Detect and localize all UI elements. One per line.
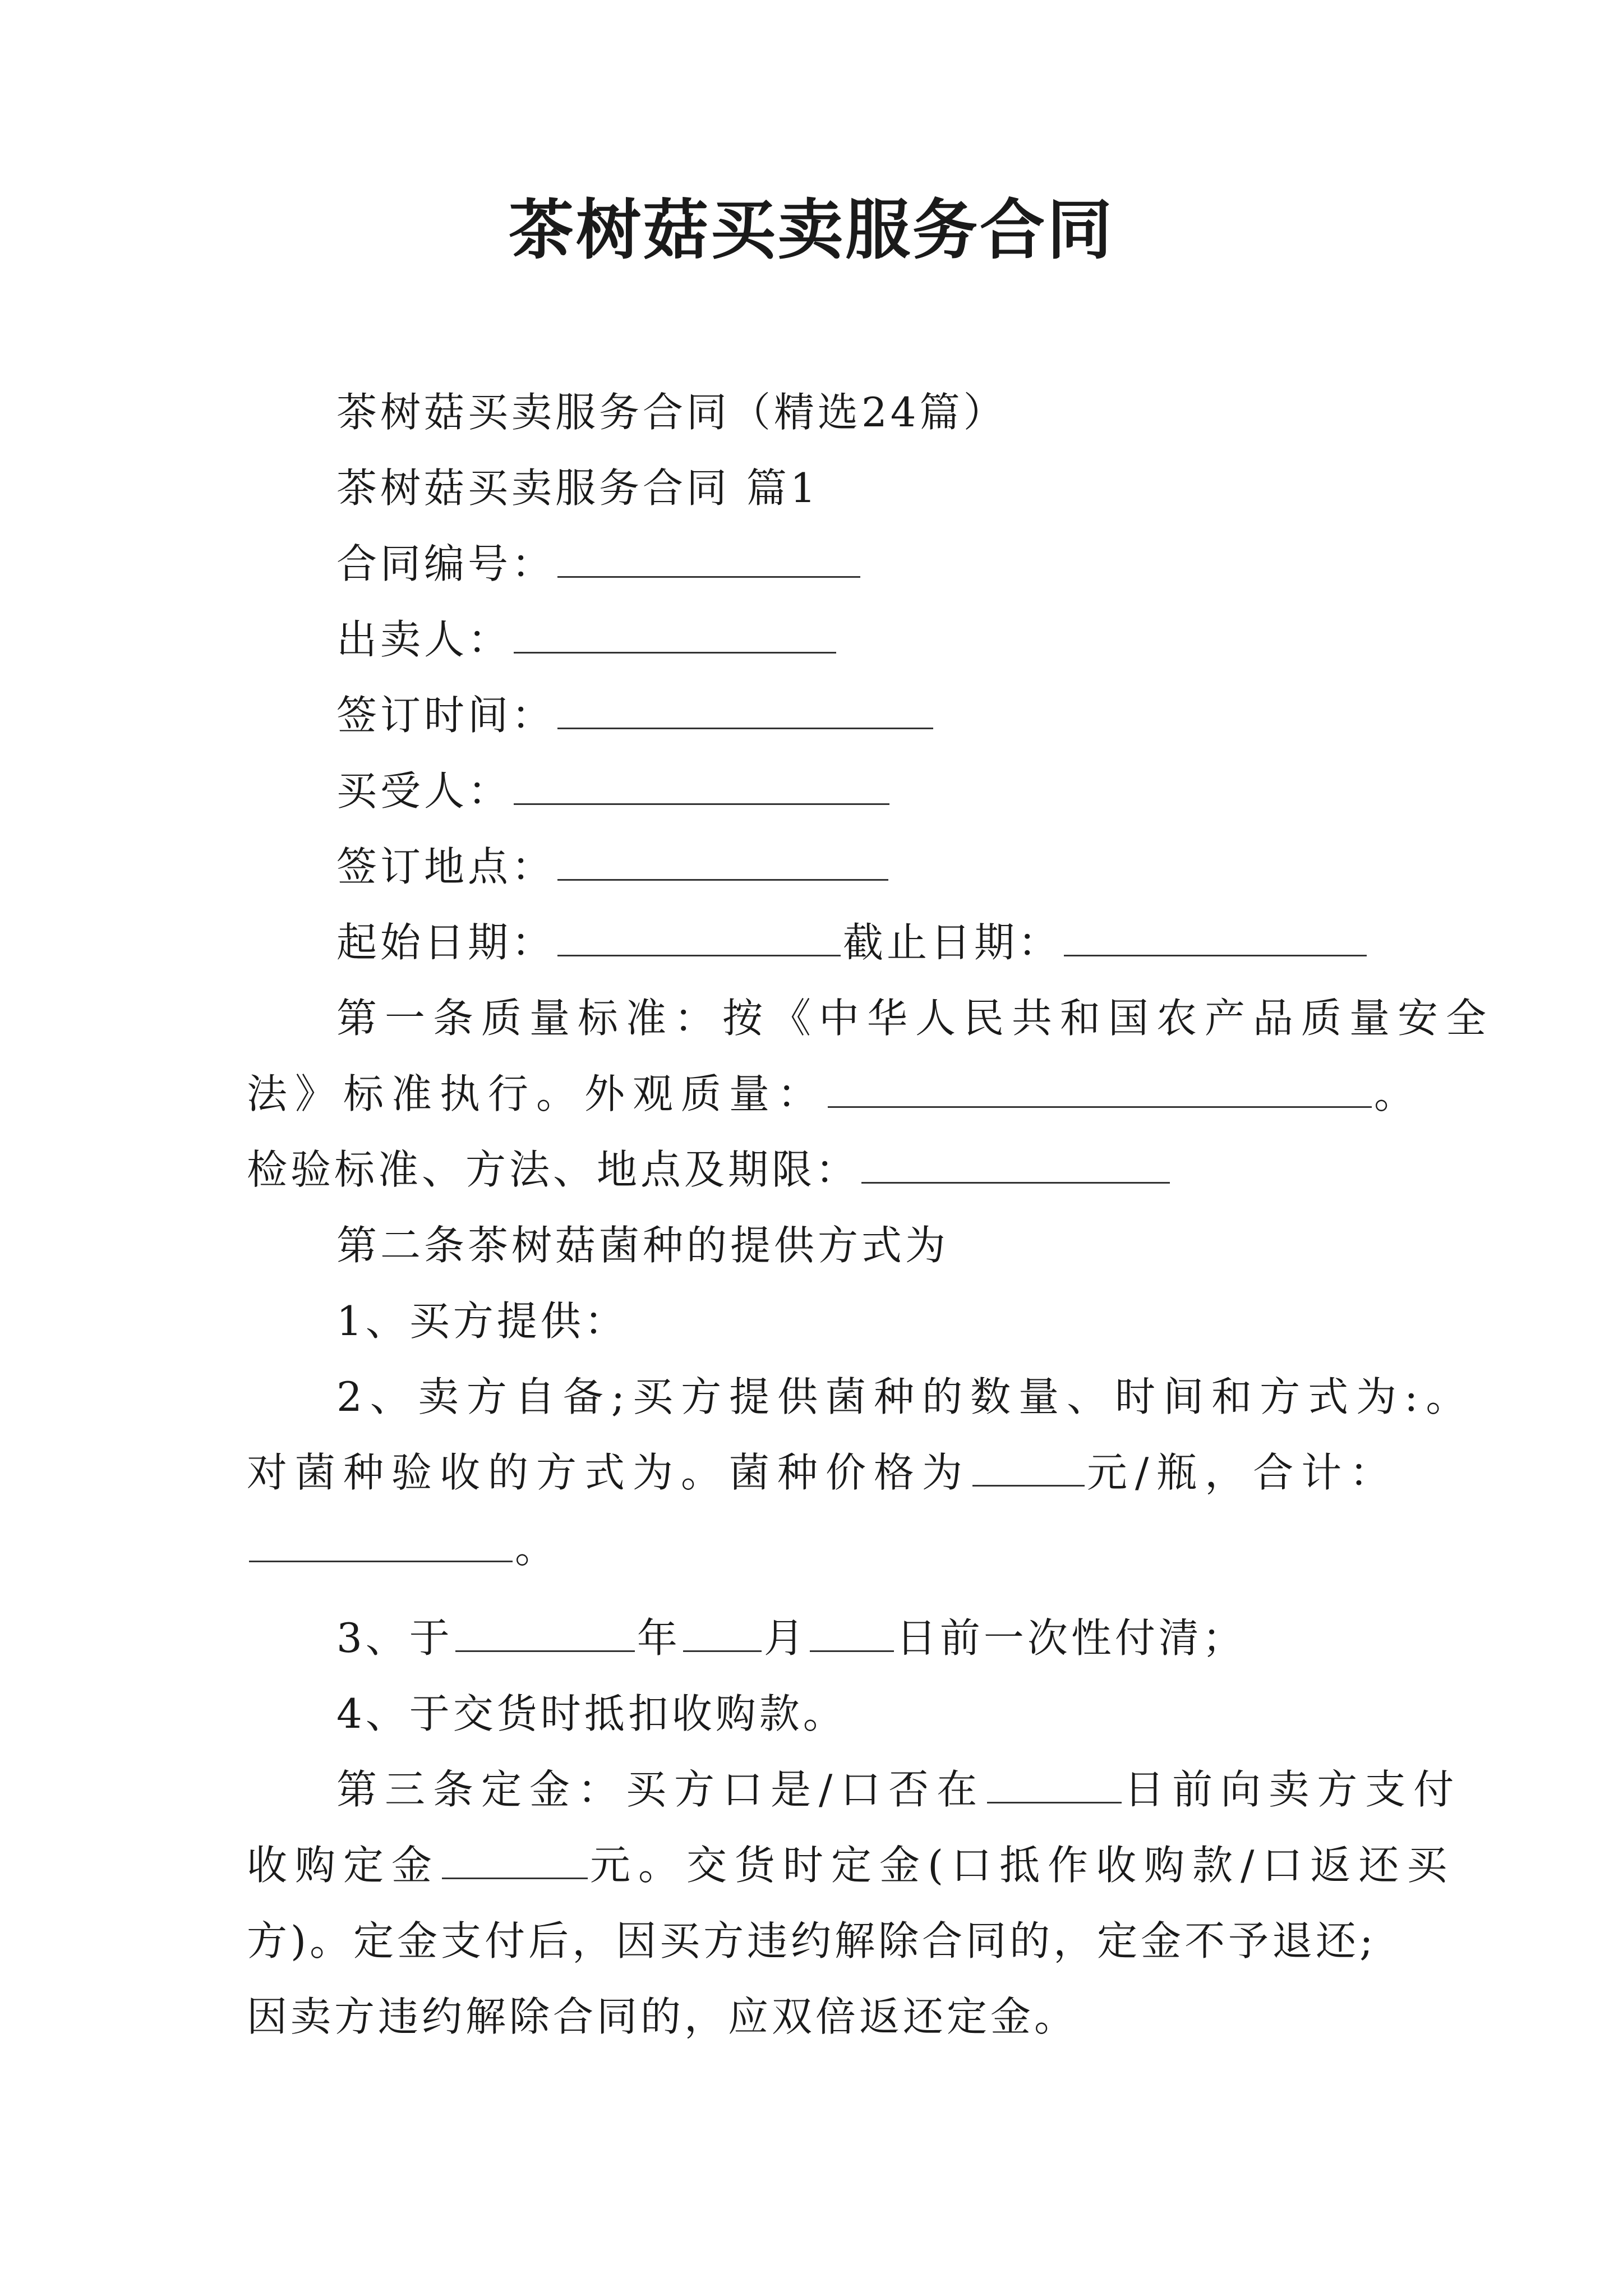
field-label: 买受人：	[336, 767, 512, 815]
line-text: 第三条定金：买方口是/口否在	[336, 1766, 985, 1813]
line-text: 年	[637, 1614, 681, 1662]
sign-place-line	[336, 836, 891, 898]
line-text: 元。交货时定金(口抵作收购款/口返还买	[590, 1842, 1455, 1889]
paragraph-line	[247, 1442, 1398, 1503]
paragraph-line	[247, 1517, 559, 1579]
field-label: 签订地点：	[336, 843, 556, 890]
line-text: 4、于交货时抵扣收购款。	[336, 1690, 847, 1737]
line-text: 。	[515, 1525, 559, 1572]
field-label: 出卖人：	[336, 616, 512, 663]
sign-time-line	[336, 684, 935, 746]
line-text: 收购定金	[247, 1842, 440, 1889]
line-text: 法》标准执行。外观质量：	[247, 1070, 826, 1117]
line-text: 1、买方提供：	[336, 1297, 628, 1345]
blank-line	[810, 1611, 894, 1652]
blank-line	[557, 915, 841, 956]
blank-line	[861, 1143, 1170, 1184]
line-text: 对菌种验收的方式为。菌种价格为	[247, 1449, 971, 1496]
paragraph-line	[247, 1986, 1078, 2047]
paragraph-line	[336, 1759, 1461, 1820]
blank-line	[987, 1763, 1122, 1803]
blank-line	[683, 1611, 762, 1652]
line-text: 日前向卖方支付	[1124, 1766, 1462, 1813]
paragraph-line	[247, 1139, 1172, 1200]
line-text: 日前一次性付清；	[896, 1614, 1246, 1662]
field-label: 合同编号：	[336, 540, 556, 587]
line-text: 茶树菇买卖服务合同（精选24篇）	[336, 389, 1007, 436]
paragraph-line	[336, 1214, 949, 1276]
blank-line	[972, 1446, 1085, 1487]
paragraph-line	[247, 1834, 1455, 1896]
line-text: 因卖方违约解除合同的，应双倍返还定金。	[247, 1993, 1078, 2040]
blank-line	[514, 613, 836, 654]
field-label: 截止日期：	[843, 919, 1062, 966]
line-text: 元/瓶，合计：	[1087, 1449, 1398, 1496]
line-text: 。	[1374, 1070, 1423, 1117]
line-text: 3、于	[336, 1614, 453, 1662]
blank-line	[514, 764, 889, 805]
line-text: 2、卖方自备;买方提供菌种的数量、时间和方式为:。	[336, 1373, 1474, 1420]
line-text: 方)。定金支付后，因买方违约解除合同的，定金不予退还;	[247, 1917, 1377, 1964]
section-heading	[336, 457, 819, 519]
line-text: 月	[763, 1614, 808, 1662]
paragraph-line	[336, 1607, 1246, 1669]
subtitle-line	[336, 381, 1007, 443]
blank-line	[557, 537, 860, 578]
paragraph-line	[336, 987, 1494, 1049]
paragraph-line	[336, 1290, 628, 1352]
buyer-line	[336, 760, 892, 822]
paragraph-line	[247, 1063, 1422, 1125]
blank-line	[557, 688, 933, 729]
blank-line	[455, 1611, 635, 1652]
seller-line	[336, 609, 838, 670]
document-title: 茶树菇买卖服务合同	[509, 192, 1114, 268]
blank-line	[828, 1067, 1372, 1108]
field-label: 起始日期：	[336, 919, 556, 966]
blank-line	[249, 1521, 513, 1562]
paragraph-line	[336, 1366, 1474, 1428]
line-text: 茶树菇买卖服务合同 篇1	[336, 464, 819, 512]
blank-line	[557, 840, 888, 881]
blank-line	[442, 1838, 588, 1879]
blank-line	[1064, 915, 1367, 956]
line-text: 第二条茶树菇菌种的提供方式为	[336, 1222, 949, 1269]
field-label: 签订时间：	[336, 692, 556, 739]
dates-line	[336, 912, 1369, 973]
paragraph-line	[336, 1683, 847, 1745]
line-text: 第一条质量标准：按《中华人民共和国农产品质量安全	[336, 995, 1495, 1042]
paragraph-line	[247, 1910, 1376, 1972]
line-text: 检验标准、方法、地点及期限：	[247, 1146, 860, 1193]
contract-number-line	[336, 533, 863, 595]
